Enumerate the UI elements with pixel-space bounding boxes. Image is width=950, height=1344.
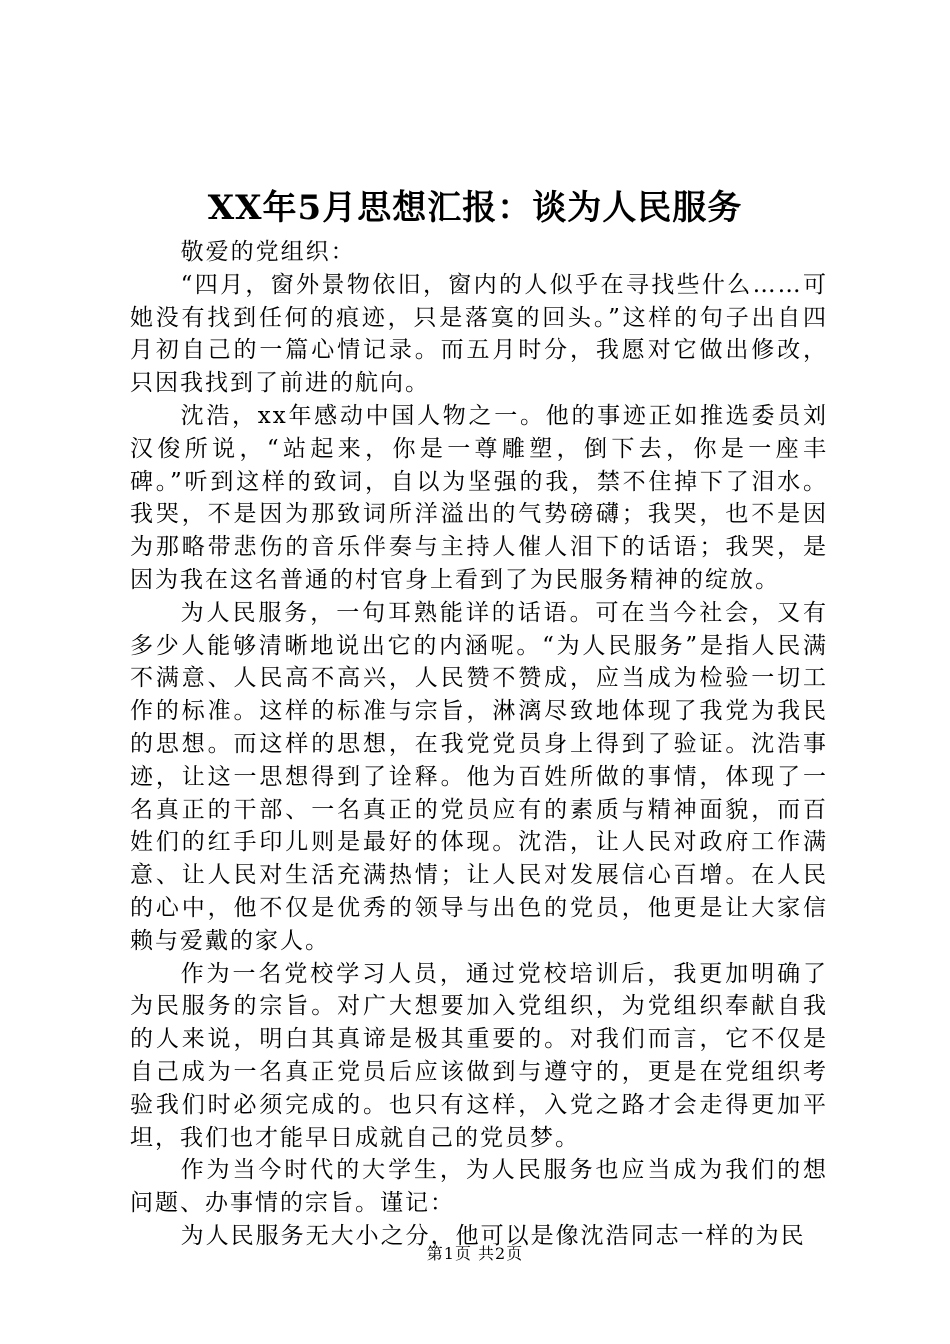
document-title: XX年5月思想汇报：谈为人民服务: [207, 188, 743, 228]
document-body: [130, 236, 828, 1253]
page-number-footer: 第1页 共2页: [426, 1244, 524, 1263]
paragraph: 沈浩，xx年感动中国人物之一。他的事迹正如推选委员刘汉俊所说，“站起来，你是一尊雕塑，倒下去，你是一座丰碑。”听到这样的致词，自以为坚强的我，禁不住掉下了泪水。我哭，不是因为那致词所洋溢出的气势磅礴；我哭，也不是因为那略带悲伤的音乐伴奏与主持人催人泪下的话语；我哭，是因为我在这名普通的村官身上看到了为民服务精神的绽放。: [130, 402, 828, 593]
paragraph: 为人民服务无大小之分，他可以是像沈浩同志一样的为民: [180, 1222, 806, 1249]
paragraph: 作为一名党校学习人员，通过党校培训后，我更加明确了为民服务的宗旨。对广大想要加入党组织，为党组织奉献自我的人来说，明白其真谛是极其重要的。对我们而言，它不仅是自己成为一名真正党员后应该做到与遵守的，更是在党组织考验我们时必须完成的。也只有这样，入党之路才会走得更加平坦，我们也才能早日成就自己的党员梦。: [130, 960, 828, 1151]
paragraph: 为人民服务，一句耳熟能详的话语。可在当今社会，又有多少人能够清晰地说出它的内涵呢。“为人民服务”是指人民满不满意、人民高不高兴，人民赞不赞成，应当成为检验一切工作的标准。这样的标准与宗旨，淋漓尽致地体现了我党为我民的思想。而这样的思想，在我党党员身上得到了验证。沈浩事迹，让这一思想得到了诠释。他为百姓所做的事情，体现了一名真正的干部、一名真正的党员应有的素质与精神面貌，而百姓们的红手印儿则是最好的体现。沈浩，让人民对政府工作满意、让人民对生活充满热情；让人民对发展信心百增。在人民的心中，他不仅是优秀的领导与出色的党员，他更是让大家信赖与爱戴的家人。: [130, 599, 828, 954]
salutation: 敬爱的党组织：: [180, 239, 356, 265]
paragraph: 作为当今时代的大学生，为人民服务也应当成为我们的想问题、办事情的宗旨。谨记：: [130, 1157, 828, 1217]
paragraph: “四月，窗外景物依旧，窗内的人似乎在寻找些什么……可她没有找到任何的痕迹，只是落寞的回头。”这样的句子出自四月初自己的一篇心情记录。而五月时分，我愿对它做出修改，只因我找到了前进的航向。: [130, 271, 828, 397]
